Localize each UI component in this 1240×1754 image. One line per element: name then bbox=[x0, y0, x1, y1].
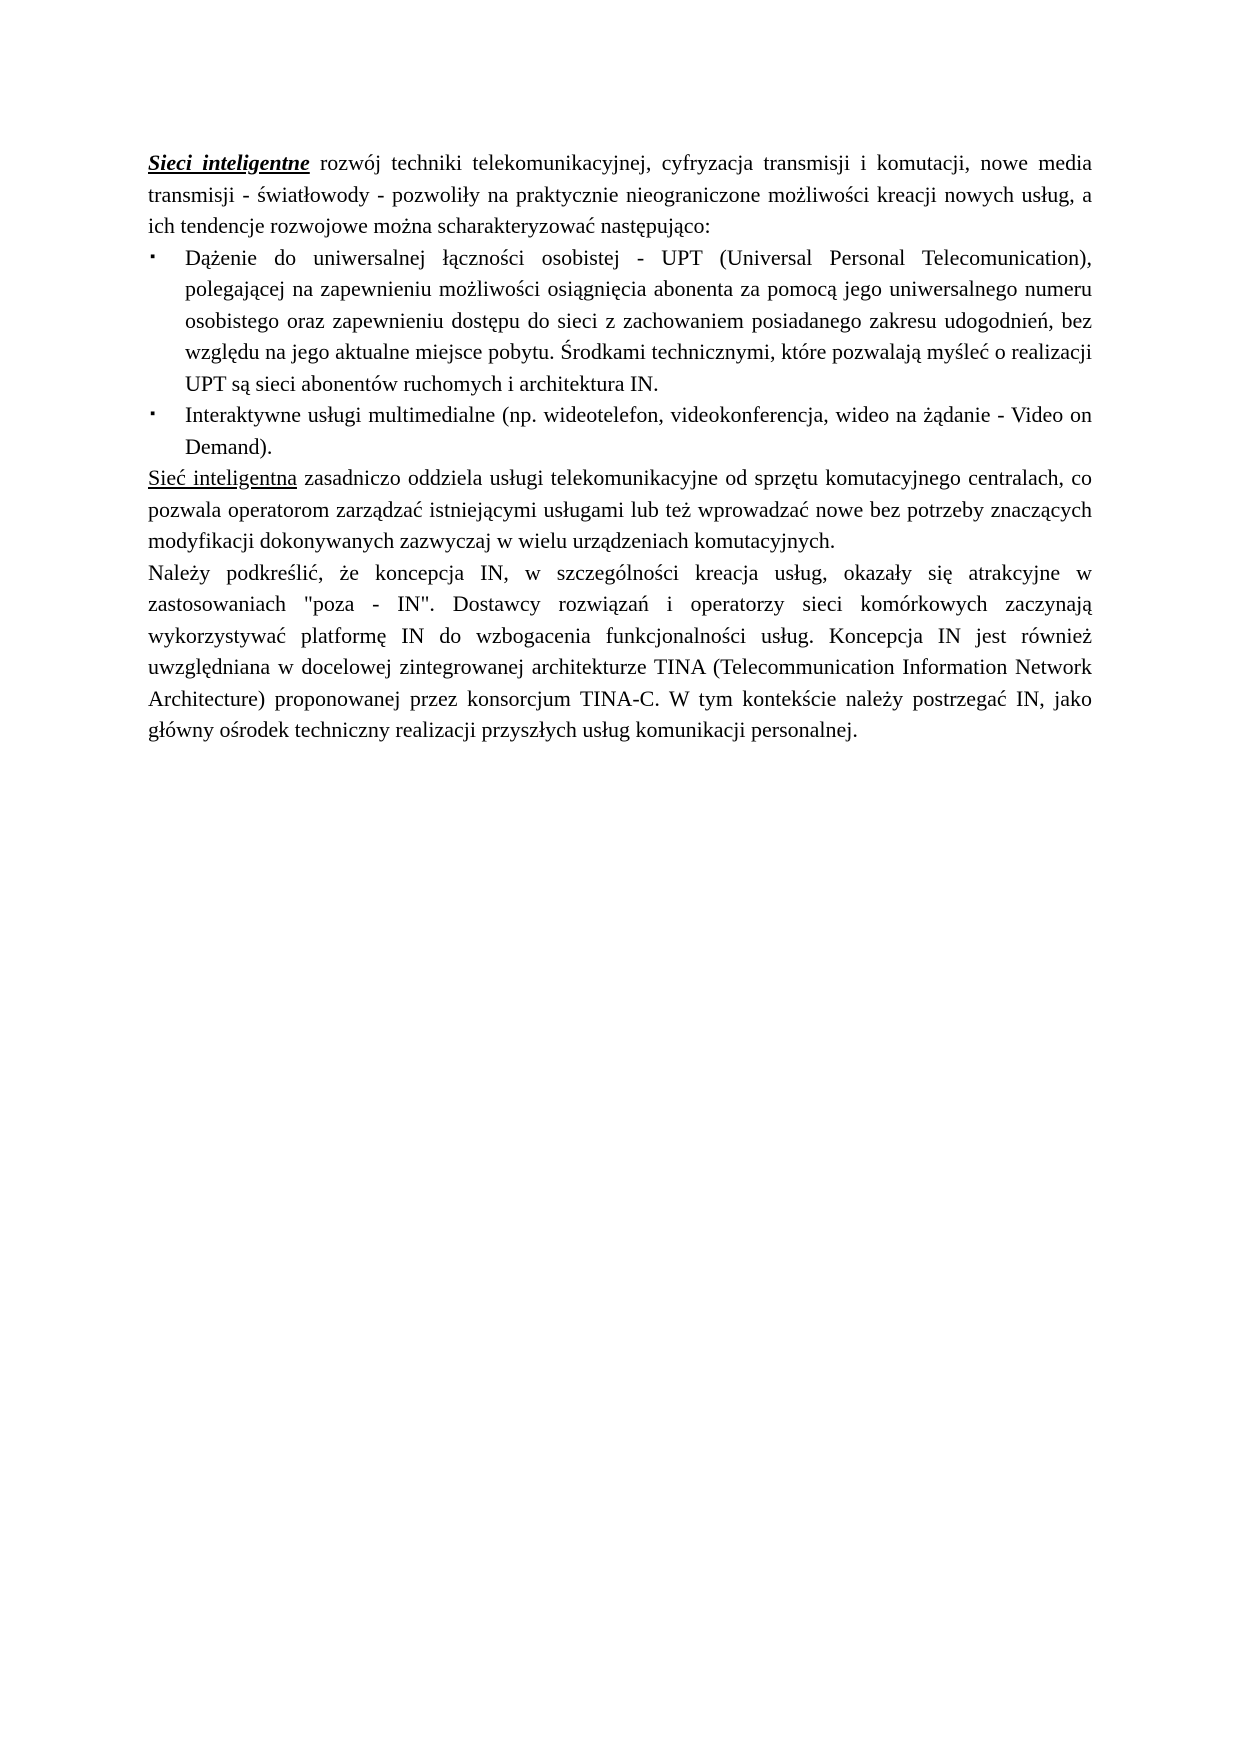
bullet-icon: ▪ bbox=[150, 406, 156, 422]
intro-text: rozwój techniki telekomunikacyjnej, cyfryzacja transmisji i komutacji, nowe media transmisji - światłowody - pozwoliły na praktycznie nieograniczone możliwości kreacji nowych usług, a ich tendencje rozwojowe można scharakteryzować następująco: bbox=[148, 150, 1092, 238]
closing-text: Należy podkreślić, że koncepcja IN, w szczególności kreacja usług, okazały się atrakcyjne w zastosowaniach "poza - IN". Dostawcy rozwiązań i operatorzy sieci komórkowych zaczynają wykorzystywać platformę IN do wzbogacenia funkcjonalności usług. Koncepcja IN jest również uwzględniana w docelowej zintegrowanej architekturze TINA (Telecommunication Information Network Architecture) proponowanej przez konsorcjum TINA-C. W tym kontekście należy postrzegać IN, jako główny ośrodek techniczny realizacji przyszłych usług komunikacji personalnej. bbox=[148, 559, 1092, 742]
section-title: Sieć inteligentna bbox=[148, 465, 297, 490]
intro-title: Sieci inteligentne bbox=[148, 150, 310, 175]
list-item bbox=[148, 242, 1092, 400]
document-page bbox=[148, 147, 1092, 746]
intro-paragraph bbox=[148, 147, 1092, 242]
list-item bbox=[148, 399, 1092, 462]
list-item-text: Dążenie do uniwersalnej łączności osobistej - UPT (Universal Personal Telecomunication), polegającej na zapewnieniu możliwości osiągnięcia abonenta za pomocą jego uniwersalnego numeru osobistego oraz zapewnieniu dostępu do sieci z zachowaniem posiadanego zakresu udogodnień, bez względu na jego aktualne miejsce pobytu. Środkami technicznymi, które pozwalają myśleć o realizacji UPT są sieci abonentów ruchomych i architektura IN. bbox=[185, 244, 1092, 396]
bullet-icon: ▪ bbox=[150, 248, 156, 265]
closing-paragraph bbox=[148, 557, 1092, 746]
section-paragraph bbox=[148, 462, 1092, 557]
list-item-text: Interaktywne usługi multimedialne (np. wideotelefon, videokonferencja, wideo na żądanie - Video on Demand). bbox=[185, 402, 1092, 459]
bullet-list bbox=[148, 242, 1092, 463]
section-text: zasadniczo oddziela usługi telekomunikacyjne od sprzętu komutacyjnego centralach, co pozwala operatorom zarządzać istniejącymi usługami lub też wprowadzać nowe bez potrzeby znaczących modyfikacji dokonywanych zazwyczaj w wielu urządzeniach komutacyjnych. bbox=[148, 465, 1092, 553]
